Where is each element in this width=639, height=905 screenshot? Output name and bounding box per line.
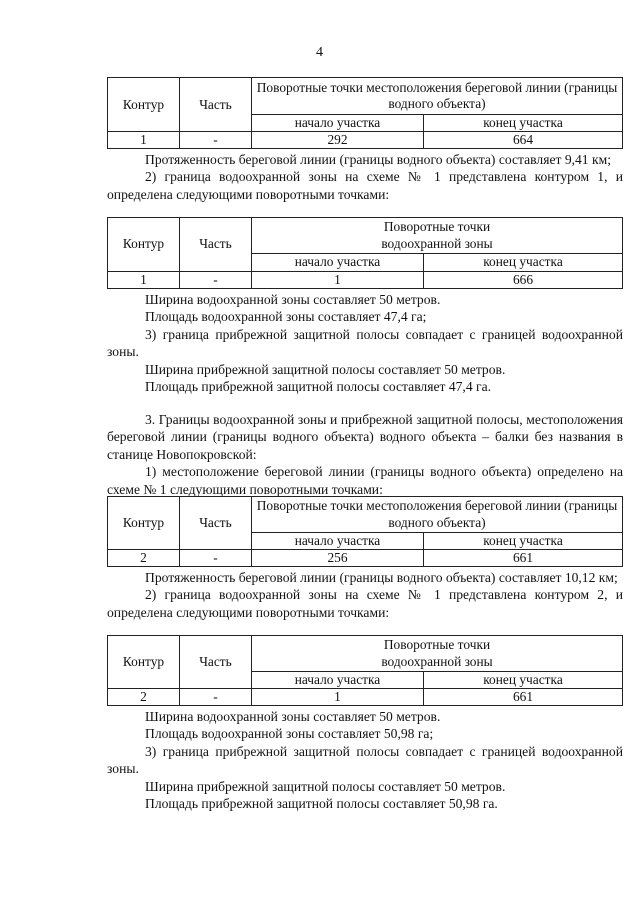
paragraph: Площадь водоохранной зоны составляет 50,98 га; <box>145 726 434 742</box>
col-start: начало участка <box>252 115 424 132</box>
col-end: конец участка <box>424 254 623 272</box>
paragraph: Протяженность береговой линии (границы водного объекта) составляет 10,12 км; <box>145 570 618 585</box>
col-points: Поворотные точки местоположения береговой линии (границы водного объекта) <box>252 78 623 115</box>
col-contour: Контур <box>108 218 180 272</box>
col-contour: Контур <box>108 636 180 689</box>
col-end: конец участка <box>424 115 623 132</box>
col-start: начало участка <box>252 672 424 689</box>
col-points: Поворотные точки водоохранной зоны <box>252 636 623 672</box>
paragraph: 2) граница водоохранной зоны на схеме № 1 представлена контуром 1, и определена следующими поворотными точками: <box>107 169 623 202</box>
table-shoreline-2 <box>107 496 623 567</box>
paragraph: Площадь прибрежной защитной полосы составляет 50,98 га. <box>145 795 498 811</box>
table-shoreline-1 <box>107 77 623 149</box>
paragraph: Ширина водоохранной зоны составляет 50 метров. <box>145 292 441 307</box>
table-row: 1 - 1 666 <box>108 272 623 289</box>
col-part: Часть <box>180 218 252 272</box>
col-part: Часть <box>180 636 252 689</box>
col-start: начало участка <box>252 533 424 550</box>
paragraph: Ширина прибрежной защитной полосы составляет 50 метров. <box>145 778 506 794</box>
col-start: начало участка <box>252 254 424 272</box>
col-part: Часть <box>180 78 252 132</box>
page-number: 4 <box>316 45 323 60</box>
col-contour: Контур <box>108 78 180 132</box>
table-row: 1 - 292 664 <box>108 132 623 149</box>
col-end: конец участка <box>424 672 623 689</box>
paragraph: 3) граница прибрежной защитной полосы совпадает с границей водоохранной зоны. <box>107 326 623 360</box>
paragraph: 2) граница водоохранной зоны на схеме № 1 представлена контуром 2, и определена следующими поворотными точками: <box>107 587 623 620</box>
table-water-zone-1 <box>107 217 623 289</box>
paragraph: Площадь прибрежной защитной полосы составляет 47,4 га. <box>145 378 492 394</box>
paragraph: Ширина водоохранной зоны составляет 50 метров. <box>145 709 441 724</box>
paragraph: Площадь водоохранной зоны составляет 47,4 га; <box>145 309 427 325</box>
col-points: Поворотные точки местоположения береговой линии (границы водного объекта) <box>252 497 623 533</box>
paragraph: 1) местоположение береговой линии (границы водного объекта) определено на схеме № 1 следующими поворотными точками: <box>107 464 623 497</box>
table-water-zone-2 <box>107 635 623 706</box>
table-row: 2 - 1 661 <box>108 689 623 706</box>
col-part: Часть <box>180 497 252 550</box>
paragraph: Ширина прибрежной защитной полосы составляет 50 метров. <box>145 361 506 377</box>
col-points: Поворотные точки водоохранной зоны <box>252 218 623 254</box>
paragraph: Протяженность береговой линии (границы водного объекта) составляет 9,41 км; <box>145 152 611 167</box>
section-heading: 3. Границы водоохранной зоны и прибрежной защитной полосы, местоположения береговой линии (границы водного объекта) водного объекта – балки без названия в станице Новопокровской: <box>107 412 623 462</box>
table-row: 2 - 256 661 <box>108 550 623 567</box>
col-contour: Контур <box>108 497 180 550</box>
paragraph: 3) граница прибрежной защитной полосы совпадает с границей водоохранной зоны. <box>107 743 623 777</box>
col-end: конец участка <box>424 533 623 550</box>
